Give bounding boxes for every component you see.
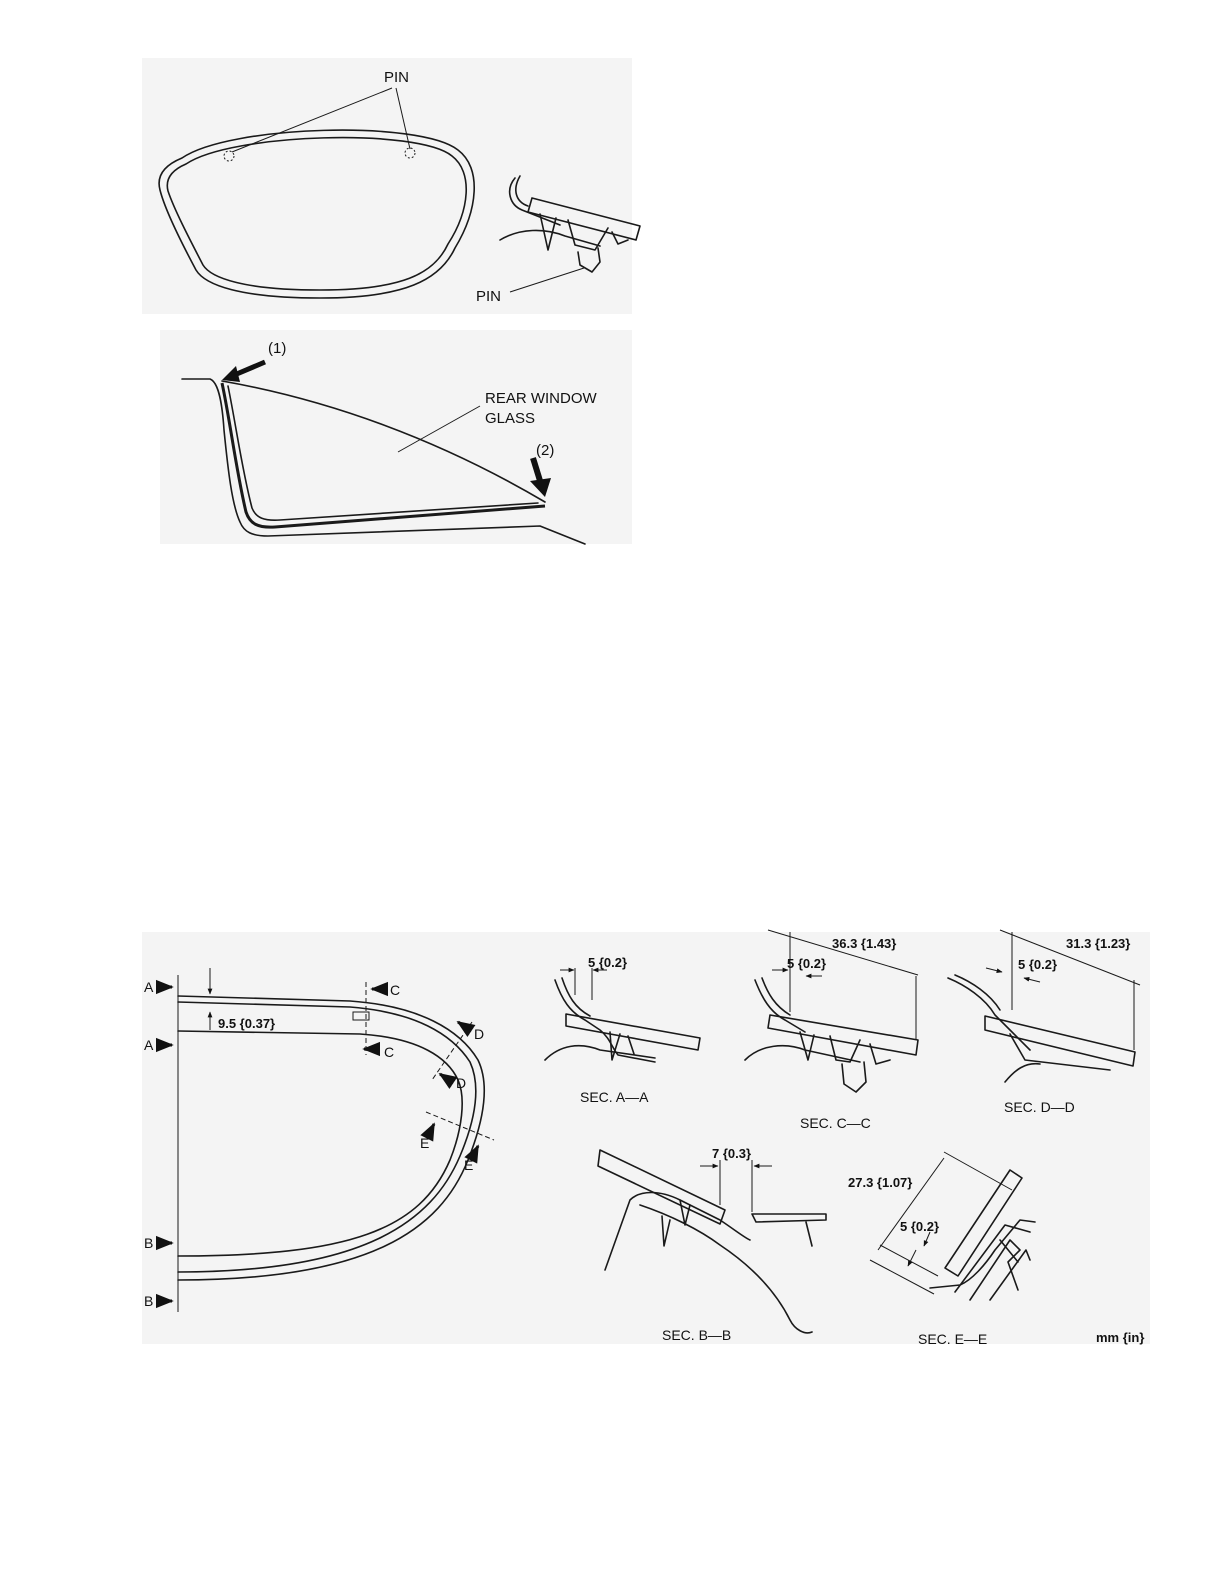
section-dd-dimension-1: 5 {0.2}	[1018, 957, 1058, 972]
section-bb-title: SEC. B—B	[662, 1327, 732, 1343]
section-cc-dimension-2: 36.3 {1.43}	[832, 936, 897, 951]
svg-text:A: A	[144, 1037, 154, 1053]
section-bb-dimension: 7 {0.3}	[712, 1146, 752, 1161]
section-ee-dimension-1: 5 {0.2}	[900, 1219, 940, 1234]
pin-label-detail: PIN	[476, 288, 502, 305]
figure-section-plan	[142, 930, 1150, 1347]
section-aa-dimension: 5 {0.2}	[588, 955, 628, 970]
section-ee-title: SEC. E—E	[918, 1331, 988, 1347]
figure-pin-locations	[142, 58, 640, 314]
svg-text:B: B	[144, 1293, 154, 1309]
pin-label-top: PIN	[384, 69, 410, 86]
units-note: mm {in}	[1096, 1330, 1145, 1345]
svg-text:E: E	[420, 1135, 430, 1151]
section-cc-title: SEC. C—C	[800, 1115, 871, 1131]
svg-text:C: C	[390, 982, 401, 998]
dimension-main: 9.5 {0.37}	[218, 1016, 276, 1031]
svg-text:B: B	[144, 1235, 154, 1251]
svg-text:D: D	[456, 1075, 467, 1091]
svg-text:A: A	[144, 979, 154, 995]
glass-label-line1: REAR WINDOW	[485, 390, 597, 407]
section-cc-dimension-1: 5 {0.2}	[787, 956, 827, 971]
svg-text:C: C	[384, 1044, 395, 1060]
section-dd-dimension-2: 31.3 {1.23}	[1066, 936, 1131, 951]
figure-installation-order	[160, 330, 632, 544]
svg-text:E: E	[464, 1157, 474, 1173]
callout-2: (2)	[536, 442, 555, 459]
callout-1: (1)	[268, 340, 287, 357]
glass-label-line2: GLASS	[485, 410, 536, 427]
section-aa-title: SEC. A—A	[580, 1089, 649, 1105]
figure-3-panel	[142, 932, 1150, 1344]
section-ee-dimension-2: 27.3 {1.07}	[848, 1175, 913, 1190]
svg-text:D: D	[474, 1026, 485, 1042]
section-dd-title: SEC. D—D	[1004, 1099, 1075, 1115]
